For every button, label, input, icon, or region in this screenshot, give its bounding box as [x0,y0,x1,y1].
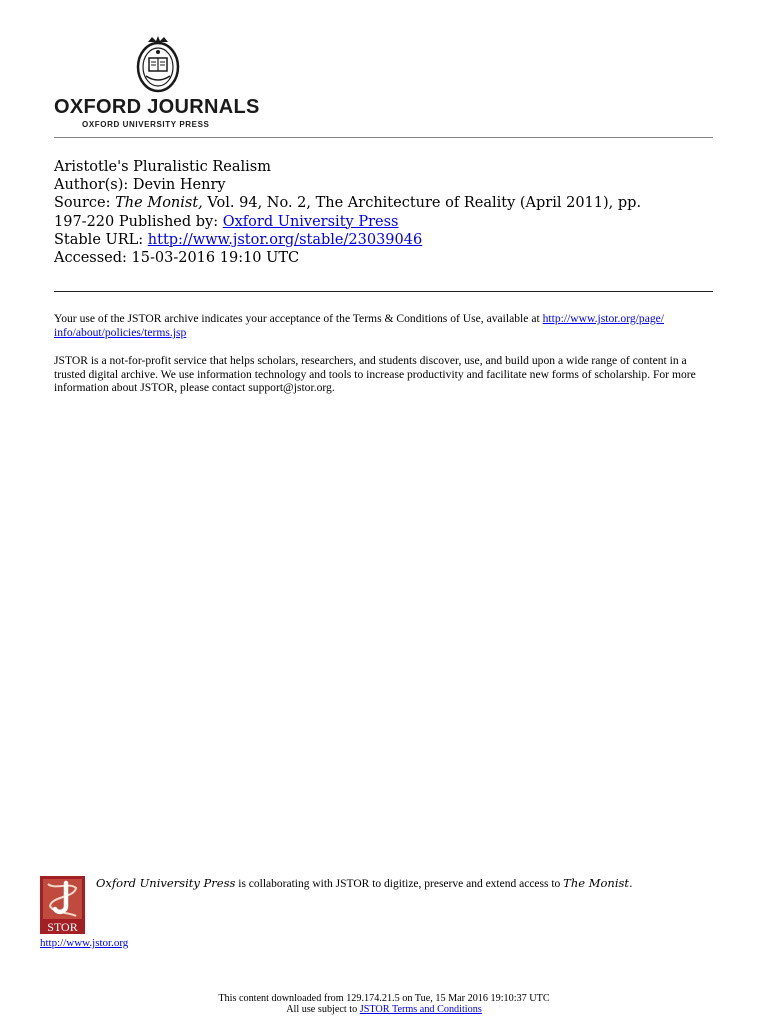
journal-name: OXFORD JOURNALS [54,96,260,118]
article-title: Aristotle's Pluralistic Realism [54,159,271,175]
terms-link-part-2: info/about/policies/terms.jsp [54,325,187,339]
oxford-journals-logo [54,36,264,132]
stable-url-label: Stable URL: [54,231,144,248]
source-label: Source: [54,195,111,212]
jstor-logo-icon [40,876,85,934]
authors-line [54,176,714,194]
about-paragraph: JSTOR is a not-for-profit service that helps scholars, researchers, and students discover, use, and build upon a wide range of content in a trusted digital archive. We use information technology and tools to increase productivity and facilitate new forms of scholarship. For more information about JSTOR, please contact support@jstor.org. [54,354,696,395]
article-metadata [54,158,714,267]
pages-published-line [54,213,714,231]
top-divider [54,137,713,138]
jstor-home-link[interactable]: http://www.jstor.org [40,937,129,949]
jstor-logo [40,876,85,934]
jstor-notice [54,312,714,395]
stable-url-link[interactable]: http://www.jstor.org/stable/23039046 [147,231,423,248]
collaboration-line [96,876,716,890]
press-name: OXFORD UNIVERSITY PRESS [82,120,210,129]
authors-value: Devin Henry [132,177,226,194]
terms-notice [0,1004,768,1015]
terms-paragraph [54,312,714,339]
middle-divider [54,291,713,292]
collab-publisher: Oxford University Press [96,876,236,890]
source-details: Vol. 94, No. 2, The Architecture of Reality (April 2011), pp. [207,195,642,212]
source-journal: The Monist, [115,195,203,212]
collab-journal: The Monist. [563,876,633,890]
download-footer [0,993,768,1015]
terms-text: Your use of the JSTOR archive indicates your acceptance of the Terms & Conditions of Use, available at [54,312,540,325]
collab-text: is collaborating with JSTOR to digitize, preserve and extend access to [238,878,561,890]
publisher-link[interactable]: Oxford University Press [222,213,399,230]
jstor-logo-text: STOR [47,920,78,934]
download-info: This content downloaded from 129.174.21.5 on Tue, 15 Mar 2016 19:10:37 UTC [218,993,550,1004]
authors-label: Author(s): [54,177,129,194]
pages-published: 197-220 Published by: [54,213,219,230]
accessed-line: Accessed: 15-03-2016 19:10 UTC [54,250,300,267]
stable-url-line [54,231,714,249]
oxford-crest-icon [134,36,182,94]
source-line [54,194,714,212]
terms-link-part-1: http://www.jstor.org/page/ [542,312,664,325]
jstor-terms-link[interactable]: JSTOR Terms and Conditions [359,1004,482,1015]
subject-prefix: All use subject to [286,1004,358,1015]
